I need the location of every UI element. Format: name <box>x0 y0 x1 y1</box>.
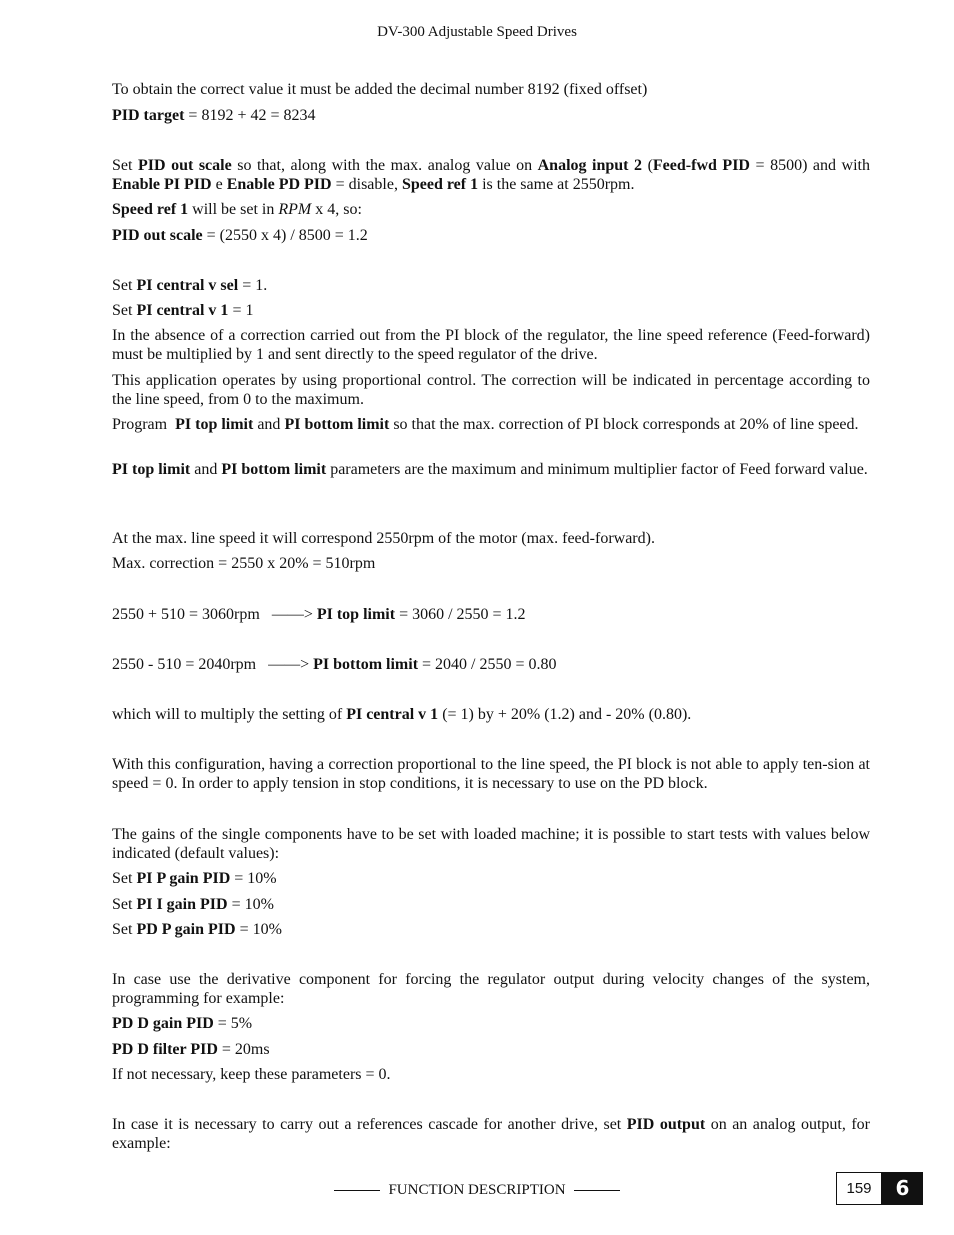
paragraph: PID out scale = (2550 x 4) / 8500 = 1.2 <box>112 227 368 244</box>
page-header: DV-300 Adjustable Speed Drives <box>377 24 577 40</box>
footer-rule-left <box>334 1190 380 1191</box>
paragraph: Set PI P gain PID = 10% <box>112 870 277 887</box>
page-footer <box>0 1182 954 1199</box>
paragraph: In the absence of a correction carried out from the PI block of the regulator, the line speed reference (Feed-forward) must be multiplied by 1 and sent directly to the speed regulator of the drive. <box>112 327 870 363</box>
paragraph: PD D gain PID = 5% <box>112 1015 253 1032</box>
paragraph: Set PID out scale so that, along with the max. analog value on Analog input 2 (Feed-fwd PID = 8500) and with Enable PI PID e Enable PD PID = disable, Speed ref 1 is the same at 2550rpm. <box>112 157 871 193</box>
paragraph: Set PD P gain PID = 10% <box>112 921 282 938</box>
paragraph: 2550 - 510 = 2040rpm ——> PI bottom limit = 2040 / 2550 = 0.80 <box>112 656 557 673</box>
paragraph: At the max. line speed it will correspond 2550rpm of the motor (max. feed-forward). <box>112 530 655 547</box>
paragraph: PI top limit and PI bottom limit parameters are the maximum and minimum multiplier factor of Feed forward value. <box>112 461 868 478</box>
paragraph: Speed ref 1 will be set in RPM x 4, so: <box>112 201 362 218</box>
paragraph: With this configuration, having a correction proportional to the line speed, the PI block is not able to apply ten-sion at speed = 0. In order to apply tension in stop conditions, it is necessary to use on the PD block. <box>112 756 870 792</box>
paragraph: Set PI central v sel = 1. <box>112 277 268 294</box>
paragraph: PD D filter PID = 20ms <box>112 1041 270 1058</box>
paragraph: which will to multiply the setting of PI central v 1 (= 1) by + 20% (1.2) and - 20% (0.80). <box>112 706 692 723</box>
chapter-tab: 6 <box>882 1172 923 1205</box>
paragraph: In case it is necessary to carry out a references cascade for another drive, set PID output on an analog output, for example: <box>112 1116 871 1152</box>
paragraph: The gains of the single components have to be set with loaded machine; it is possible to start tests with values below indicated (default values): <box>112 826 870 862</box>
paragraph: If not necessary, keep these parameters = 0. <box>112 1066 391 1083</box>
footer-rule-right <box>574 1190 620 1191</box>
paragraph: Max. correction = 2550 x 20% = 510rpm <box>112 555 376 572</box>
page-number: 159 <box>836 1172 882 1205</box>
paragraph: Set PI central v 1 = 1 <box>112 302 254 319</box>
paragraph: To obtain the correct value it must be added the decimal number 8192 (fixed offset) <box>112 81 648 98</box>
paragraph: This application operates by using proportional control. The correction will be indicated in percentage according to the line speed, from 0 to the maximum. <box>112 372 870 408</box>
paragraph: In case use the derivative component for forcing the regulator output during velocity changes of the system, programming for example: <box>112 971 870 1007</box>
paragraph: Program PI top limit and PI bottom limit so that the max. correction of PI block corresponds at 20% of line speed. <box>112 416 859 433</box>
paragraph: Set PI I gain PID = 10% <box>112 896 274 913</box>
paragraph: 2550 + 510 = 3060rpm ——> PI top limit = 3060 / 2550 = 1.2 <box>112 606 526 623</box>
footer-section-title: FUNCTION DESCRIPTION <box>388 1182 566 1198</box>
paragraph: PID target = 8192 + 42 = 8234 <box>112 107 316 124</box>
